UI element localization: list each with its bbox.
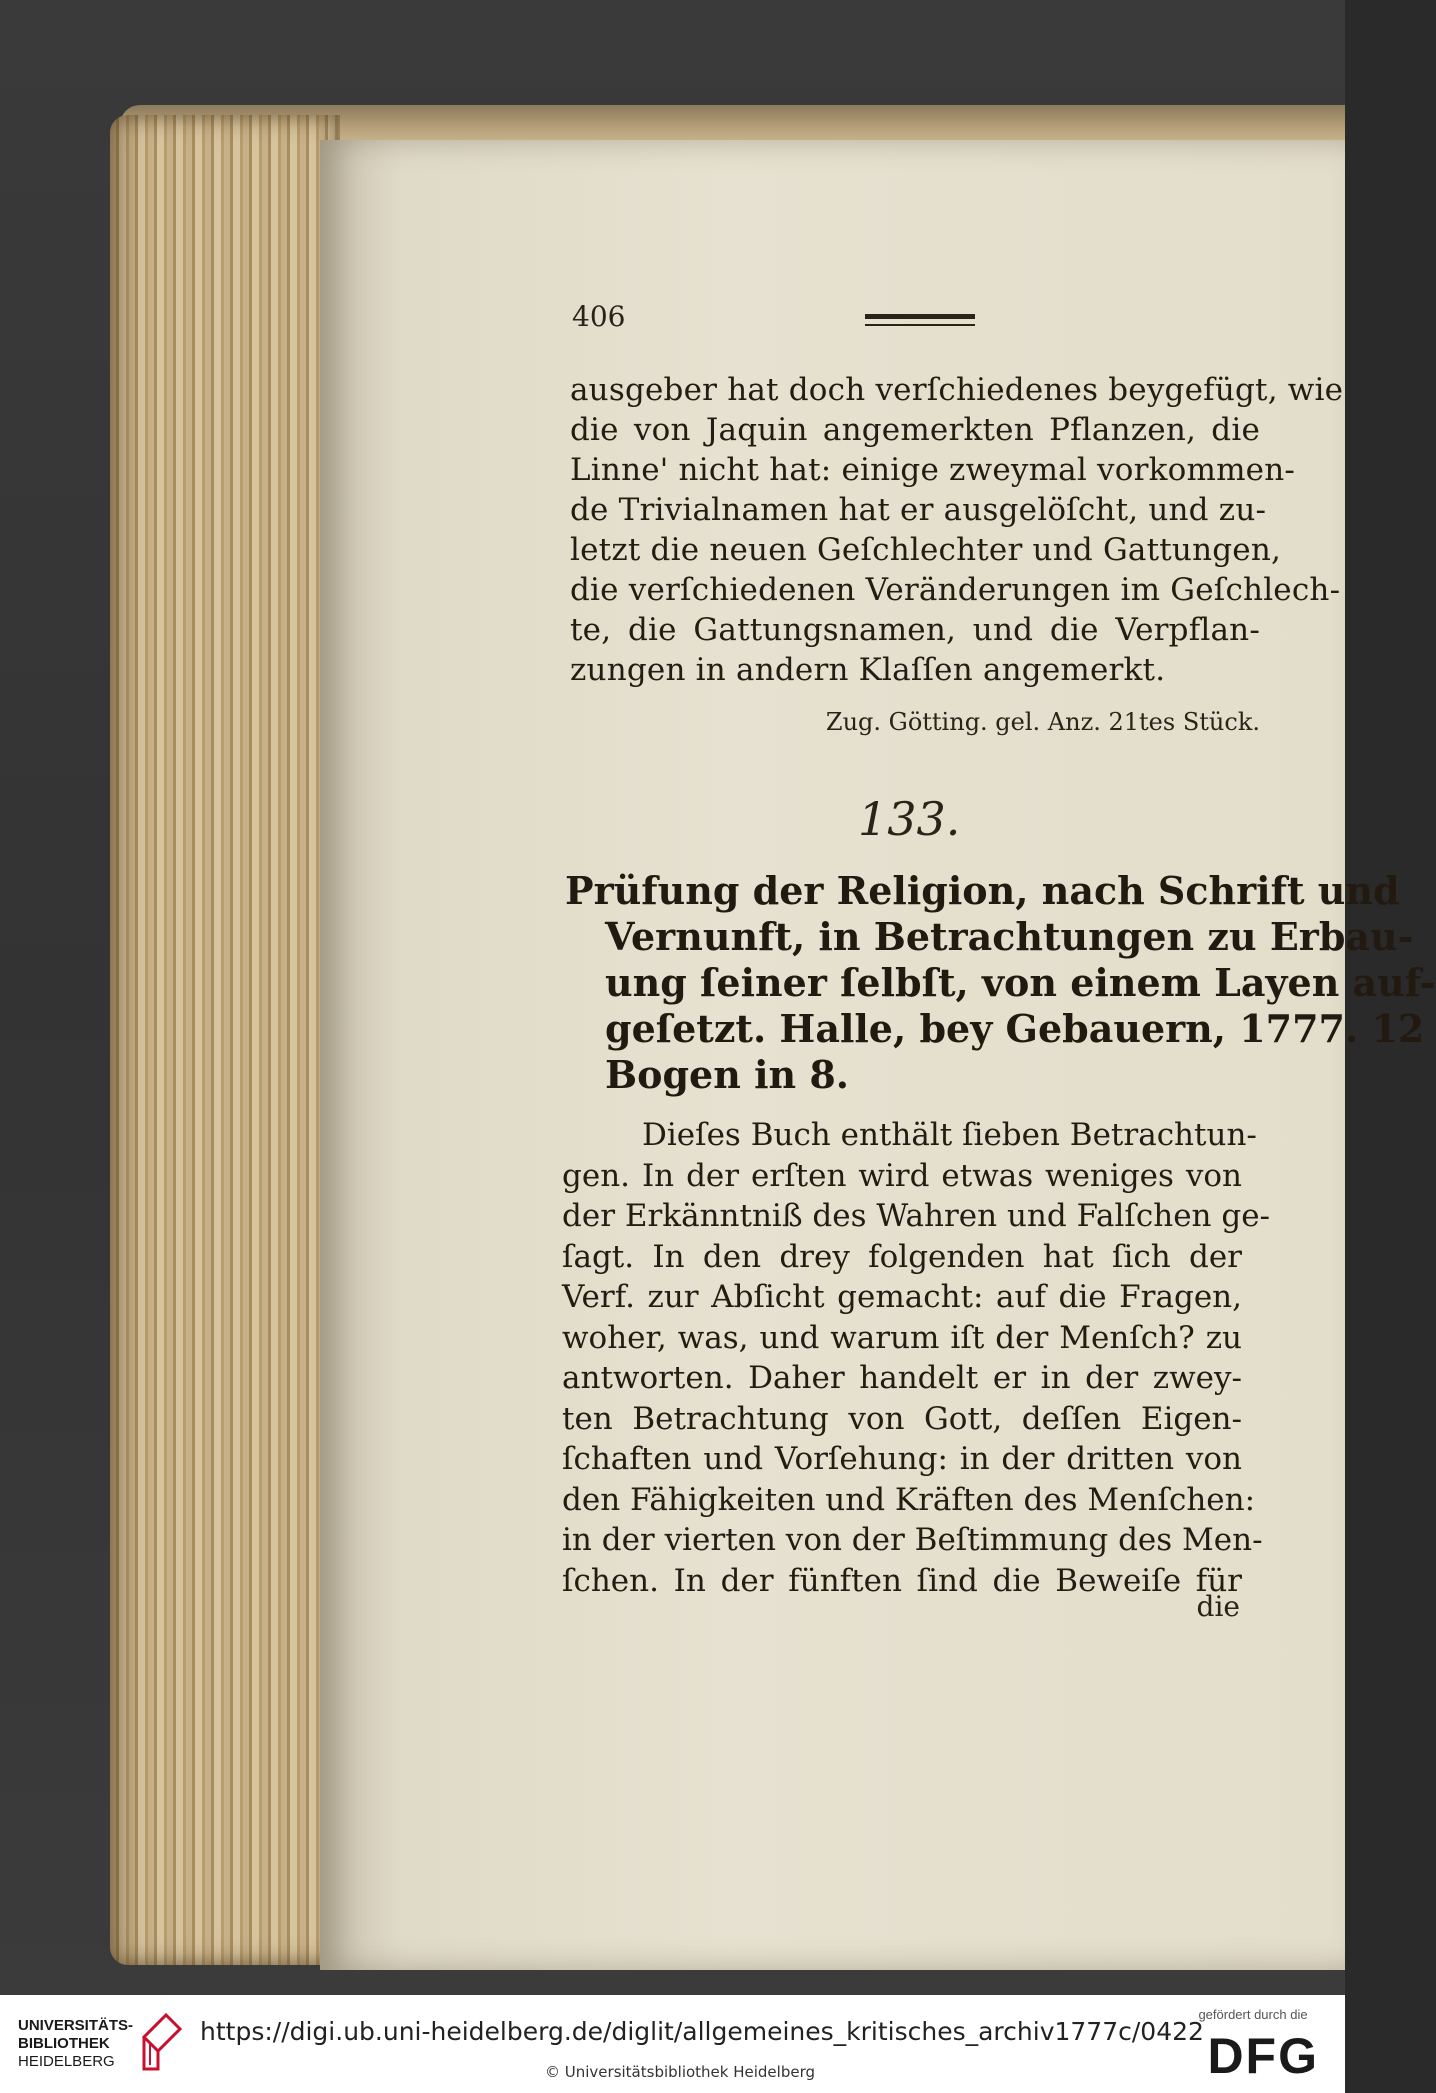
body-line: Dieſes Buch enthält ſieben Betrachtun- bbox=[642, 1117, 1257, 1153]
entry-number: 133. bbox=[858, 792, 961, 846]
title-line: Prüfung der Religion, nach Schrift und bbox=[565, 868, 1400, 913]
body-line: der Erkänntniß des Wahren und Falſchen ge- bbox=[562, 1198, 1271, 1234]
copyright-notice: © Universitätsbibliothek Heidelberg bbox=[545, 2063, 816, 2081]
title-line: Bogen in 8. bbox=[605, 1052, 850, 1097]
library-name-line: UNIVERSITÄTS- bbox=[18, 2017, 134, 2034]
library-name-line: HEIDELBERG bbox=[18, 2053, 115, 2070]
title-line: Vernunft, in Betrachtungen zu Erbau- bbox=[605, 914, 1414, 959]
body-line: ſchaften und Vorſehung: in der dritten von bbox=[562, 1441, 1242, 1477]
source-note: Zug. Götting. gel. Anz. 21tes Stück. bbox=[825, 708, 1260, 736]
dfg-logo: DFG bbox=[1207, 2028, 1319, 2084]
text-line: ausgeber hat doch verſchiedenes beygefügt, wie bbox=[570, 372, 1344, 408]
text-line: die verſchiedenen Veränderungen im Geſchlech- bbox=[570, 572, 1341, 608]
body-line: woher, was, und warum iſt der Menſch? zu bbox=[562, 1319, 1242, 1356]
footer-bar bbox=[0, 1995, 1345, 2093]
catch-word: die bbox=[1196, 1590, 1240, 1623]
body-line: ten Betrachtung von Gott, deſſen Eigen- bbox=[562, 1400, 1242, 1437]
text-line: zungen in andern Klaſſen angemerkt. bbox=[570, 652, 1166, 688]
text-line: de Trivialnamen hat er ausgelöſcht, und zu- bbox=[570, 492, 1267, 528]
entry-title bbox=[565, 868, 1436, 1098]
body-line: in der vierten von der Beſtimmung des Men- bbox=[562, 1522, 1263, 1558]
entry-body bbox=[562, 1115, 1271, 1601]
text-line: letzt die neuen Geſchlechter und Gattungen, bbox=[570, 532, 1282, 568]
body-line: ſchen. In der fünften ſind die Beweiſe für bbox=[562, 1562, 1242, 1599]
title-line: geſetzt. Halle, bey Gebauern, 1777. 12 bbox=[605, 1006, 1425, 1051]
library-logo-text bbox=[18, 2017, 133, 2071]
page-number: 406 bbox=[572, 300, 626, 333]
text-line: te, die Gattungsnamen, und die Verpflan- bbox=[570, 612, 1260, 648]
text-line: die von Jaquin angemerkten Pflanzen, die bbox=[570, 412, 1260, 448]
body-line: gen. In der erſten wird etwas weniges von bbox=[562, 1157, 1242, 1194]
permalink-url[interactable]: https://digi.ub.uni-heidelberg.de/diglit/allgemeines_kritisches_archiv1777c/0422 bbox=[200, 2017, 1204, 2046]
body-line: ſagt. In den drey folgenden hat ſich der bbox=[562, 1238, 1242, 1275]
library-logo-icon bbox=[136, 2007, 186, 2077]
text-line: Linne' nicht hat: einige zweymal vorkommen- bbox=[570, 452, 1296, 488]
body-line: antworten. Daher handelt er in der zwey- bbox=[562, 1360, 1242, 1396]
book-page-edges bbox=[110, 115, 340, 1965]
body-line: den Fähigkeiten und Kräften des Menſchen: bbox=[562, 1481, 1256, 1518]
body-line: Verf. zur Abſicht gemacht: auf die Fragen, bbox=[562, 1279, 1242, 1315]
library-name-line: BIBLIOTHEK bbox=[18, 2035, 110, 2052]
funding-label: gefördert durch die bbox=[1198, 2007, 1308, 2022]
header-rule bbox=[865, 314, 975, 326]
continued-text bbox=[570, 370, 1344, 690]
title-line: ung ſeiner ſelbſt, von einem Layen auf- bbox=[605, 960, 1436, 1005]
